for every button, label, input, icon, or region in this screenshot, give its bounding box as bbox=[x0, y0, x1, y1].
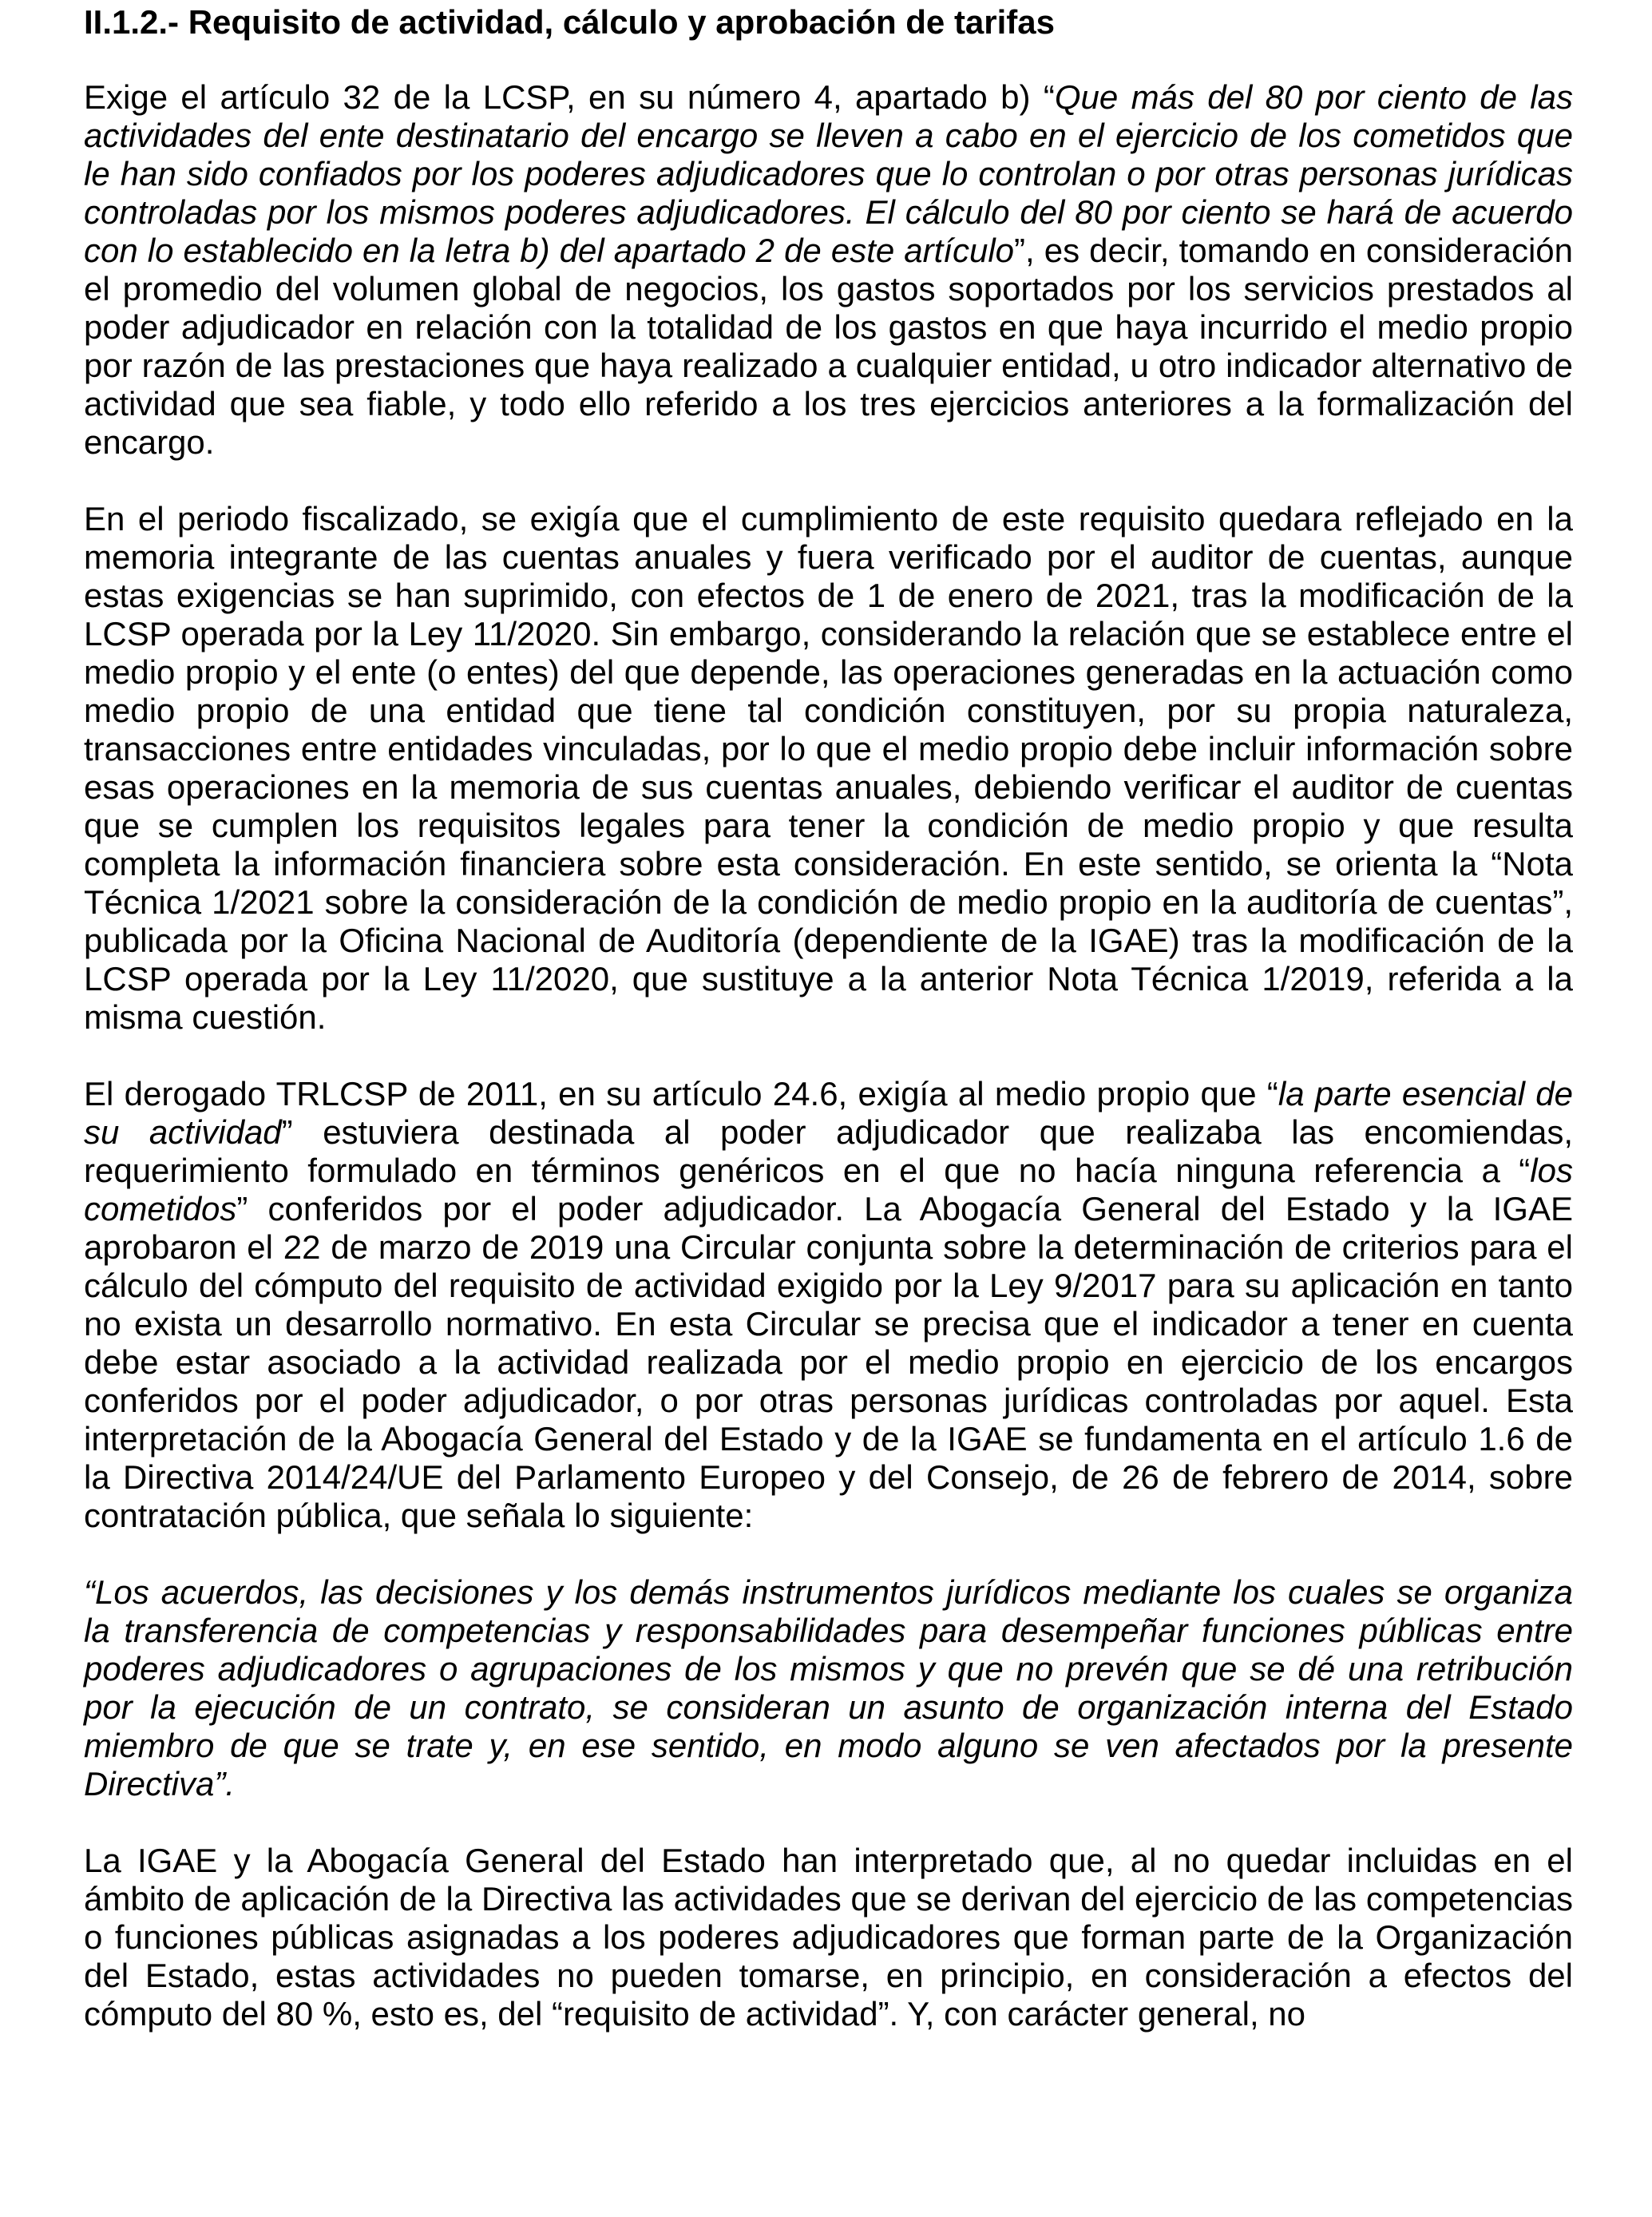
text-segment: En el periodo fiscalizado, se exigía que el cumplimiento de este requisito quedara reflejado en la memoria integrante de las cuentas anuales y fuera verificado por el auditor de cuentas, aunque estas exigencias se han suprimido, con efectos de 1 de enero de 2021, tras la modificación de la LCSP operada por la Ley 11/2020. Sin embargo, considerando la relación que se establece entre el medio propio y el ente (o entes) del que depende, las operaciones generadas en la actuación como medio propio de una entidad que tiene tal condición constituyen, por su propia naturaleza, transacciones entre entidades vinculadas, por lo que el medio propio debe incluir información sobre esas operaciones en la memoria de sus cuentas anuales, debiendo verificar el auditor de cuentas que se cumplen los requisitos legales para tener la condición de medio propio y que resulta completa la información financiera sobre esta consideración. En este sentido, se orienta la “Nota Técnica 1/2021 sobre la consideración de la condición de medio propio en la auditoría de cuentas”, publicada por la Oficina Nacional de Auditoría (dependiente de la IGAE) tras la modificación de la LCSP operada por la Ley 11/2020, que sustituye a la anterior Nota Técnica 1/2019, referida a la misma cuestión. bbox=[84, 500, 1573, 1036]
italic-text-segment: los cometidos bbox=[84, 1152, 1573, 1227]
text-segment: ”, es decir, tomando en consideración el promedio del volumen global de negocios, los gastos soportados por los servicios prestados al poder adjudicador en relación con la totalidad de los gastos en que haya incurrido el medio propio por razón de las prestaciones que haya realizado a cualquier entidad, u otro indicador alternativo de actividad que sea fiable, y todo ello referido a los tres ejercicios anteriores a la formalización del encargo. bbox=[84, 232, 1573, 461]
text-segment: Exige el artículo 32 de la LCSP, en su número 4, apartado b) “ bbox=[84, 78, 1055, 116]
text-segment: ” estuviera destinada al poder adjudicador que realizaba las encomiendas, requerimiento formulado en términos genéricos en el que no hacía ninguna referencia a “ bbox=[84, 1113, 1574, 1189]
section-heading: II.1.2.- Requisito de actividad, cálculo y aprobación de tarifas bbox=[84, 3, 1056, 41]
italic-text-segment: “Los acuerdos, las decisiones y los demás instrumentos jurídicos mediante los cuales se organiza la transferencia de competencias y responsabilidades para desempeñar funciones públicas entre poderes adjudicadores o agrupaciones de los mismos y que no prevén que se dé una retribución por la ejecución de un contrato, se consideran un asunto de organización interna del Estado miembro de que se trate y, en ese sentido, en modo alguno se ven afectados por la presente Directiva”. bbox=[84, 1573, 1573, 1803]
text-segment: ” conferidos por el poder adjudicador. La Abogacía General del Estado y la IGAE aprobaron el 22 de marzo de 2019 una Circular conjunta sobre la determinación de criterios para el cálculo del cómputo del requisito de actividad exigido por la Ley 9/2017 para su aplicación en tanto no exista un desarrollo normativo. En esta Circular se precisa que el indicador a tener en cuenta debe estar asociado a la actividad realizada por el medio propio en ejercicio de los encargos conferidos por el poder adjudicador, o por otras personas jurídicas controladas por aquel. Esta interpretación de la Abogacía General del Estado y de la IGAE se fundamenta en el artículo 1.6 de la Directiva 2014/24/UE del Parlamento Europeo y del Consejo, de 26 de febrero de 2014, sobre contratación pública, que señala lo siguiente: bbox=[84, 1190, 1573, 1534]
italic-text-segment: Que más del 80 por ciento de las actividades del ente destinatario del encargo se lleven a cabo en el ejercicio de los cometidos que le han sido confiados por los poderes adjudicadores que lo controlan o por otras personas jurídicas controladas por los mismos poderes adjudicadores. El cálculo del 80 por ciento se hará de acuerdo con lo establecido en la letra b) del apartado 2 de este artículo bbox=[84, 78, 1573, 269]
text-segment: El derogado TRLCSP de 2011, en su artículo 24.6, exigía al medio propio que “ bbox=[84, 1075, 1278, 1112]
paragraph bbox=[84, 1842, 1573, 2033]
paragraph bbox=[84, 1075, 1573, 1535]
paragraph bbox=[84, 78, 1573, 462]
paragraph bbox=[84, 1573, 1573, 1803]
italic-text-segment: la parte esencial de su actividad bbox=[84, 1075, 1573, 1151]
text-segment: La IGAE y la Abogacía General del Estado han interpretado que, al no quedar incluidas en el ámbito de aplicación de la Directiva las actividades que se derivan del ejercicio de las competencias o funciones públicas asignadas a los poderes adjudicadores que forman parte de la Organización del Estado, estas actividades no pueden tomarse, en principio, en consideración a efectos del cómputo del 80 %, esto es, del “requisito de actividad”. Y, con carácter general, no bbox=[84, 1842, 1573, 2033]
document-body bbox=[84, 78, 1573, 2033]
paragraph bbox=[84, 500, 1573, 1037]
